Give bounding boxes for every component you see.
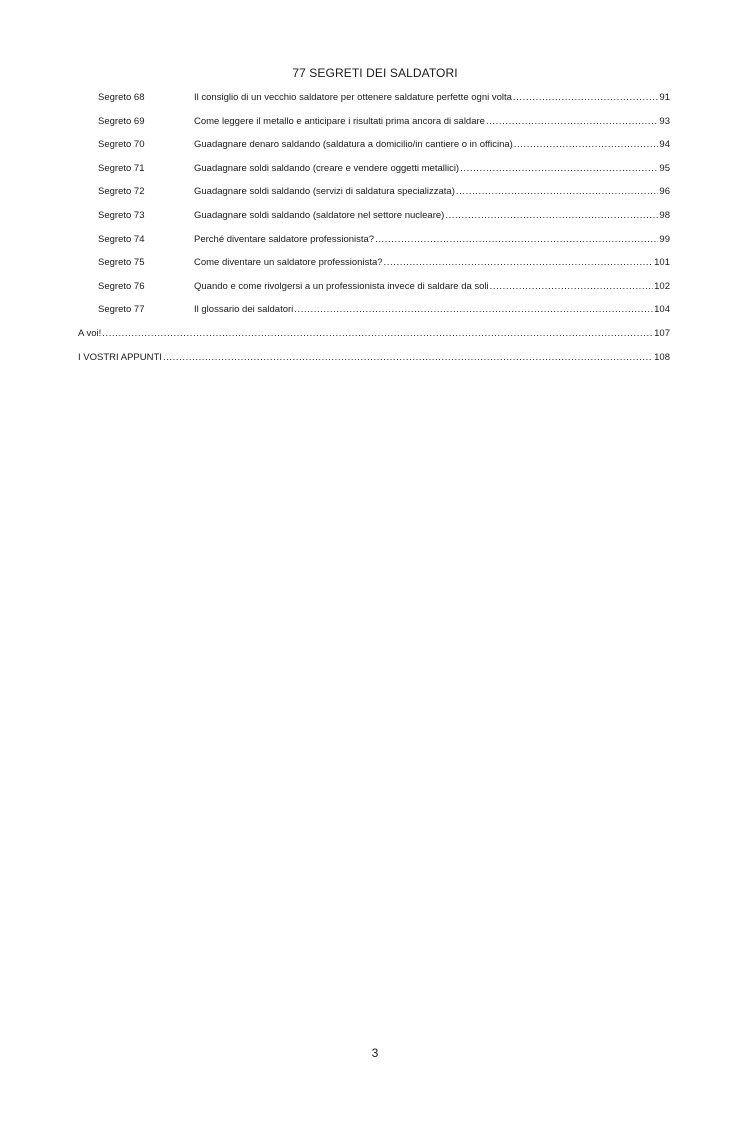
- toc-entry-title: A voi!: [78, 327, 102, 339]
- toc-entry-label: Segreto 75: [98, 257, 145, 269]
- toc-leader-dots: [445, 208, 658, 224]
- toc-entry-title: Guadagnare soldi saldando (servizi di saldatura specializzata): [194, 186, 455, 198]
- toc-entry-page: 104: [654, 304, 670, 316]
- toc-entry-title: Guadagnare soldi saldando (saldatore nel settore nucleare): [194, 209, 445, 221]
- toc-entry[interactable]: [78, 137, 670, 161]
- toc-entry-label: Segreto 70: [98, 139, 145, 151]
- toc-entry-page: 101: [654, 257, 670, 269]
- toc-entry[interactable]: [78, 161, 670, 185]
- toc-entry[interactable]: [78, 90, 670, 114]
- toc-leader-dots: [514, 137, 659, 153]
- toc-entry-title: Quando e come rivolgersi a un professionista invece di saldare da soli: [194, 280, 489, 292]
- toc-entry-page: 99: [659, 233, 670, 245]
- toc-entry-label: Segreto 74: [98, 233, 145, 245]
- page-number: 3: [371, 1046, 379, 1060]
- toc-entry-page: 95: [659, 162, 670, 174]
- toc-entry-title: Guadagnare soldi saldando (creare e vendere oggetti metallici): [194, 162, 460, 174]
- toc-entry-page: 93: [659, 115, 670, 127]
- toc-entry-page: 94: [659, 139, 670, 151]
- table-of-contents: [78, 90, 670, 373]
- toc-leader-dots: [490, 279, 653, 295]
- toc-leader-dots: [460, 161, 658, 177]
- toc-entry-page: 98: [659, 209, 670, 221]
- toc-entry-title: Il glossario dei saldatori: [194, 304, 294, 316]
- toc-leader-dots: [102, 326, 653, 342]
- toc-leader-dots: [486, 114, 658, 130]
- toc-entry-label: Segreto 69: [98, 115, 145, 127]
- page-title: 77 SEGRETI DEI SALDATORI: [292, 66, 458, 80]
- toc-entry-page: 96: [659, 186, 670, 198]
- toc-entry-page: 102: [654, 280, 670, 292]
- toc-entry-title: Il consiglio di un vecchio saldatore per ottenere saldature perfette ogni volta: [194, 92, 512, 103]
- toc-leader-dots: [513, 90, 659, 106]
- toc-entry-title: I VOSTRI APPUNTI: [78, 351, 162, 363]
- toc-entry-page: 108: [654, 351, 670, 363]
- toc-entry-title: Guadagnare denaro saldando (saldatura a domicilio/in cantiere o in officina): [194, 139, 513, 151]
- toc-entry[interactable]: [78, 208, 670, 232]
- toc-entry[interactable]: [78, 279, 670, 303]
- toc-entry-label: Segreto 72: [98, 186, 145, 198]
- toc-entry-appunti[interactable]: [78, 350, 670, 374]
- toc-entry-label: Segreto 73: [98, 209, 145, 221]
- toc-entry-page: 91: [659, 92, 670, 103]
- toc-entry[interactable]: [78, 255, 670, 279]
- toc-entry-label: Segreto 68: [98, 92, 145, 103]
- toc-entry-label: Segreto 71: [98, 162, 145, 174]
- toc-leader-dots: [384, 255, 654, 271]
- toc-entry[interactable]: [78, 184, 670, 208]
- toc-entry[interactable]: [78, 114, 670, 138]
- toc-leader-dots: [456, 184, 659, 200]
- toc-entry-title: Come diventare un saldatore professionista?: [194, 257, 383, 269]
- toc-leader-dots: [375, 232, 658, 248]
- toc-entry-title: Perché diventare saldatore professionista?: [194, 233, 375, 245]
- toc-entry-label: Segreto 77: [98, 304, 145, 316]
- toc-entry-title: Come leggere il metallo e anticipare i risultati prima ancora di saldare: [194, 115, 485, 127]
- toc-entry-a-voi[interactable]: [78, 326, 670, 350]
- toc-entry-page: 107: [654, 327, 670, 339]
- toc-entry-label: Segreto 76: [98, 280, 145, 292]
- toc-leader-dots: [163, 350, 653, 366]
- toc-leader-dots: [294, 302, 653, 318]
- toc-entry[interactable]: [78, 232, 670, 256]
- toc-entry[interactable]: [78, 302, 670, 326]
